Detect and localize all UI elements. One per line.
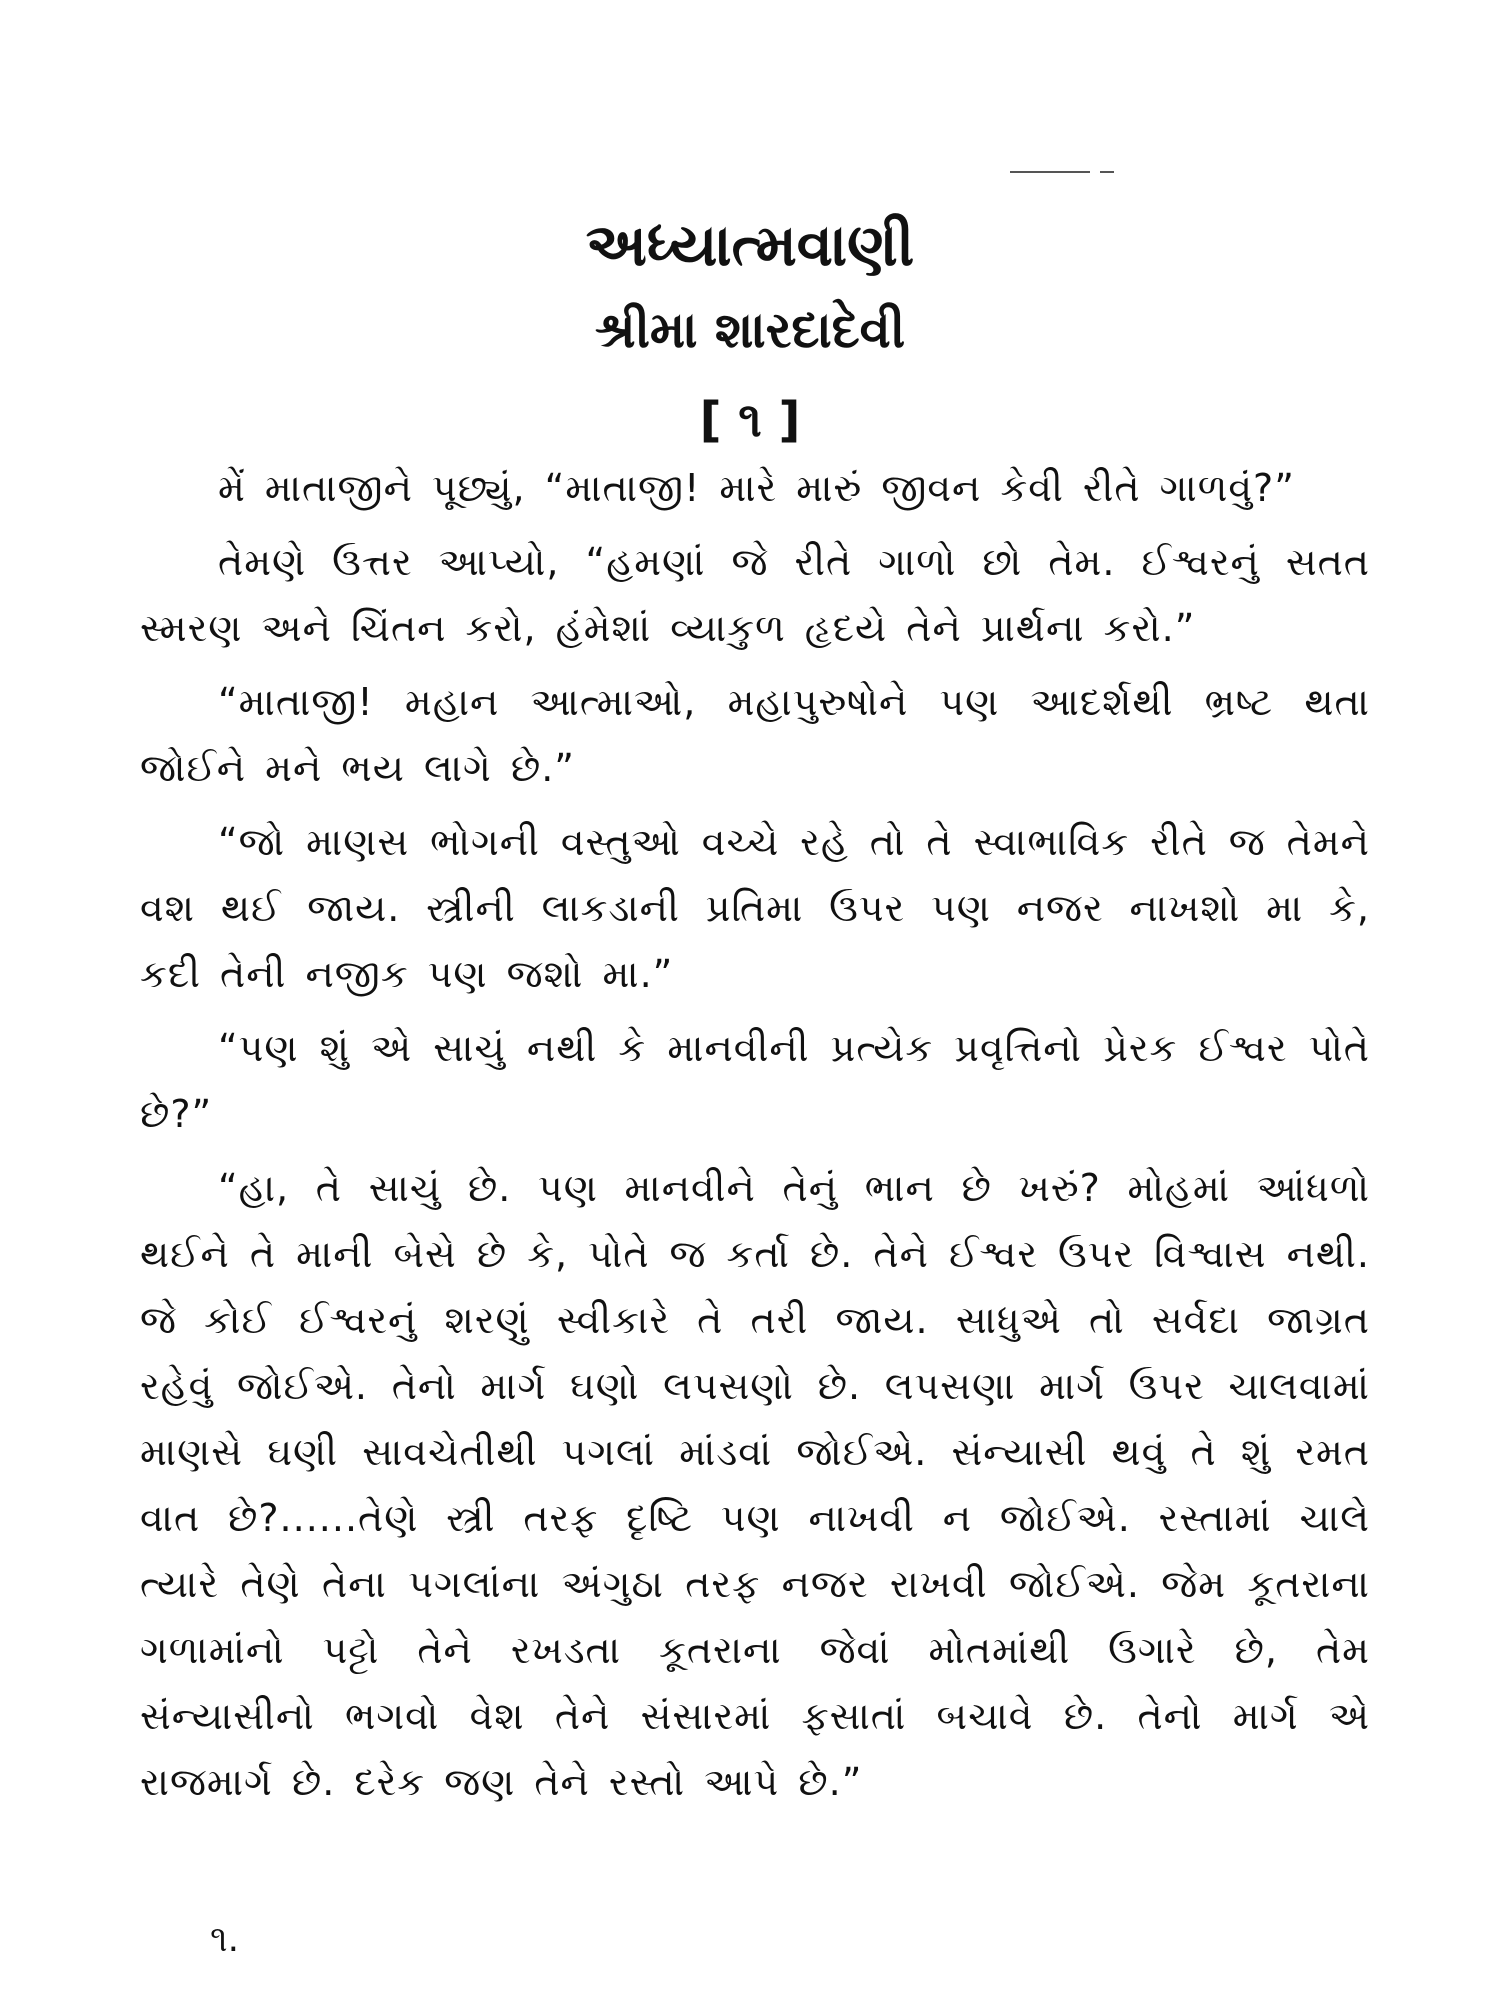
document-title: અધ્યાત્મવાણી: [585, 211, 915, 279]
paragraph: “માતાજી! મહાન આત્માઓ, મહાપુરુષોને પણ આદર્શથી ભ્રષ્ટ થતા જોઈને મને ભય લાગે છે.”: [140, 680, 1370, 790]
paragraph: “પણ શું એ સાચું નથી કે માનવીની પ્રત્યેક પ્રવૃત્તિનો પ્રેરક ઈશ્વર પોતે છે?”: [140, 1026, 1370, 1136]
scan-mark: [1010, 171, 1090, 173]
paragraph: મેં માતાજીને પૂછ્યું, “માતાજી! મારે મારું જીવન કેવી રીતે ગાળવું?”: [218, 466, 1295, 510]
page-number: ૧.: [210, 1919, 240, 1960]
paragraph: તેમણે ઉત્તર આપ્યો, “હમણાં જે રીતે ગાળો છો તેમ. ઈશ્વરનું સતત સ્મરણ અને ચિંતન કરો, હંમેશાં વ્યાકુળ હૃદયે તેને પ્રાર્થના કરો.”: [140, 540, 1370, 650]
scan-mark: [1100, 171, 1114, 173]
body-text: [140, 455, 1370, 1815]
document-subtitle: શ્રીમા શારદાદેવી: [594, 301, 906, 359]
paragraph: “જો માણસ ભોગની વસ્તુઓ વચ્ચે રહે તો તે સ્વાભાવિક રીતે જ તેમને વશ થઈ જાય. સ્ત્રીની લાકડાની પ્રતિમા ઉપર પણ નજર નાખશો મા કે, કદી તેની નજીક પણ જશો મા.”: [140, 820, 1370, 996]
section-number: [ ૧ ]: [699, 392, 801, 448]
paragraph: “હા, તે સાચું છે. પણ માનવીને તેનું ભાન છે ખરું? મોહમાં આંધળો થઈને તે માની બેસે છે કે, પોતે જ કર્તા છે. તેને ઈશ્વર ઉપર વિશ્વાસ નથી. જે કોઈ ઈશ્વરનું શરણું સ્વીકારે તે તરી જાય. સાધુએ તો સર્વદા જાગ્રત રહેવું જોઈએ. તેનો માર્ગ ઘણો લપસણો છે. લપસણા માર્ગ ઉપર ચાલવામાં માણસે ઘણી સાવચેતીથી પગલાં માંડવાં જોઈએ. સંન્યાસી થવું તે શું રમત વાત છે?......તેણે સ્ત્રી તરફ દૃષ્ટિ પણ નાખવી ન જોઈએ. રસ્તામાં ચાલે ત્યારે તેણે તેના પગલાંના અંગુઠા તરફ નજર રાખવી જોઈએ. જેમ કૂતરાના ગળામાંનો પટ્ટો તેને રખડતા કૂતરાના જેવાં મોતમાંથી ઉગારે છે, તેમ સંન્યાસીનો ભગવો વેશ તેને સંસારમાં ફસાતાં બચાવે છે. તેનો માર્ગ એ રાજમાર્ગ છે. દરેક જણ તેને રસ્તો આપે છે.”: [140, 1166, 1370, 1804]
